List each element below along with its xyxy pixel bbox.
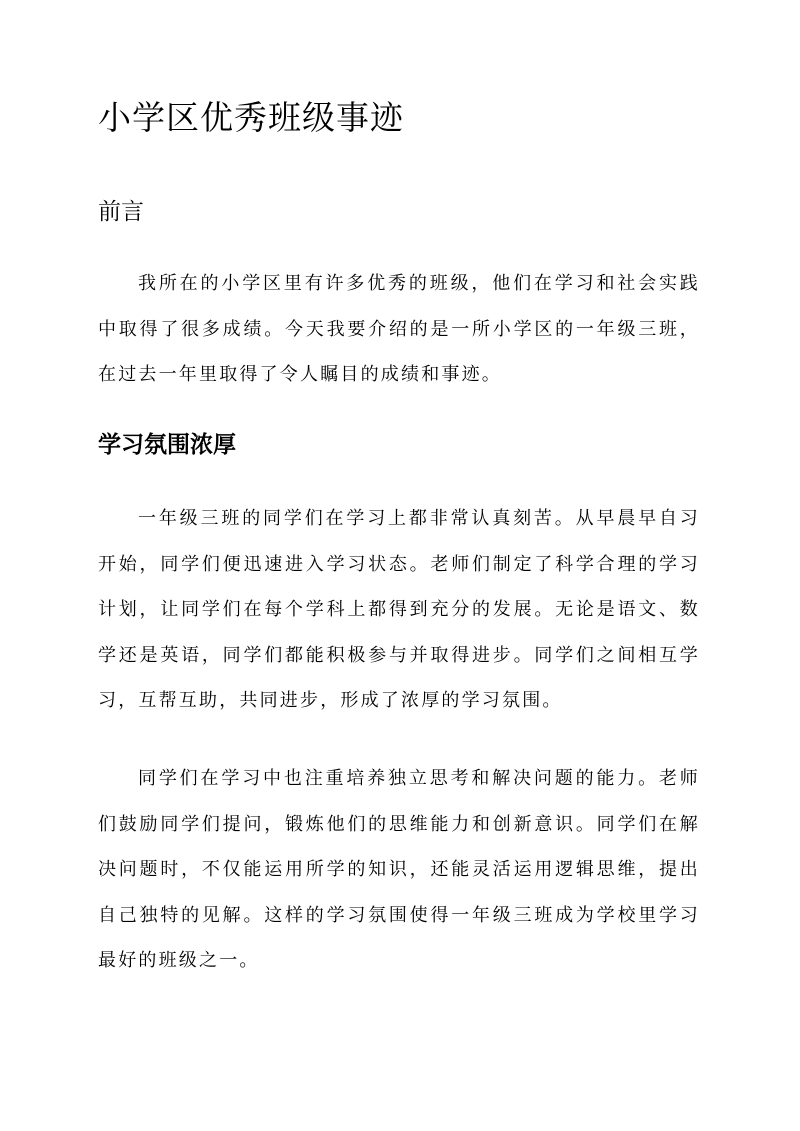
section-heading-preface: 前言 <box>98 199 144 225</box>
study-atmosphere-paragraph-1: 一年级三班的同学们在学习上都非常认真刻苦。从早晨早自习开始，同学们便迅速进入学习状态。老师们制定了科学合理的学习计划，让同学们在每个学科上都得到充分的发展。无论是语文、数学还是英语，同学们都能积极参与并取得进步。同学们之间相互学习，互帮互助，共同进步，形成了浓厚的学习氛围。 <box>98 508 700 711</box>
section-heading-study-atmosphere: 学习氛围浓厚 <box>98 431 236 458</box>
study-atmosphere-paragraph-2: 同学们在学习中也注重培养独立思考和解决问题的能力。老师们鼓励同学们提问，锻炼他们的思维能力和创新意识。同学们在解决问题时，不仅能运用所学的知识，还能灵活运用逻辑思维，提出自己独特的见解。这样的学习氛围使得一年级三班成为学校里学习最好的班级之一。 <box>98 768 700 971</box>
preface-paragraph: 我所在的小学区里有许多优秀的班级，他们在学习和社会实践中取得了很多成绩。今天我要介绍的是一所小学区的一年级三班，在过去一年里取得了令人瞩目的成绩和事迹。 <box>98 273 700 385</box>
document-title: 小学区优秀班级事迹 <box>98 98 404 137</box>
